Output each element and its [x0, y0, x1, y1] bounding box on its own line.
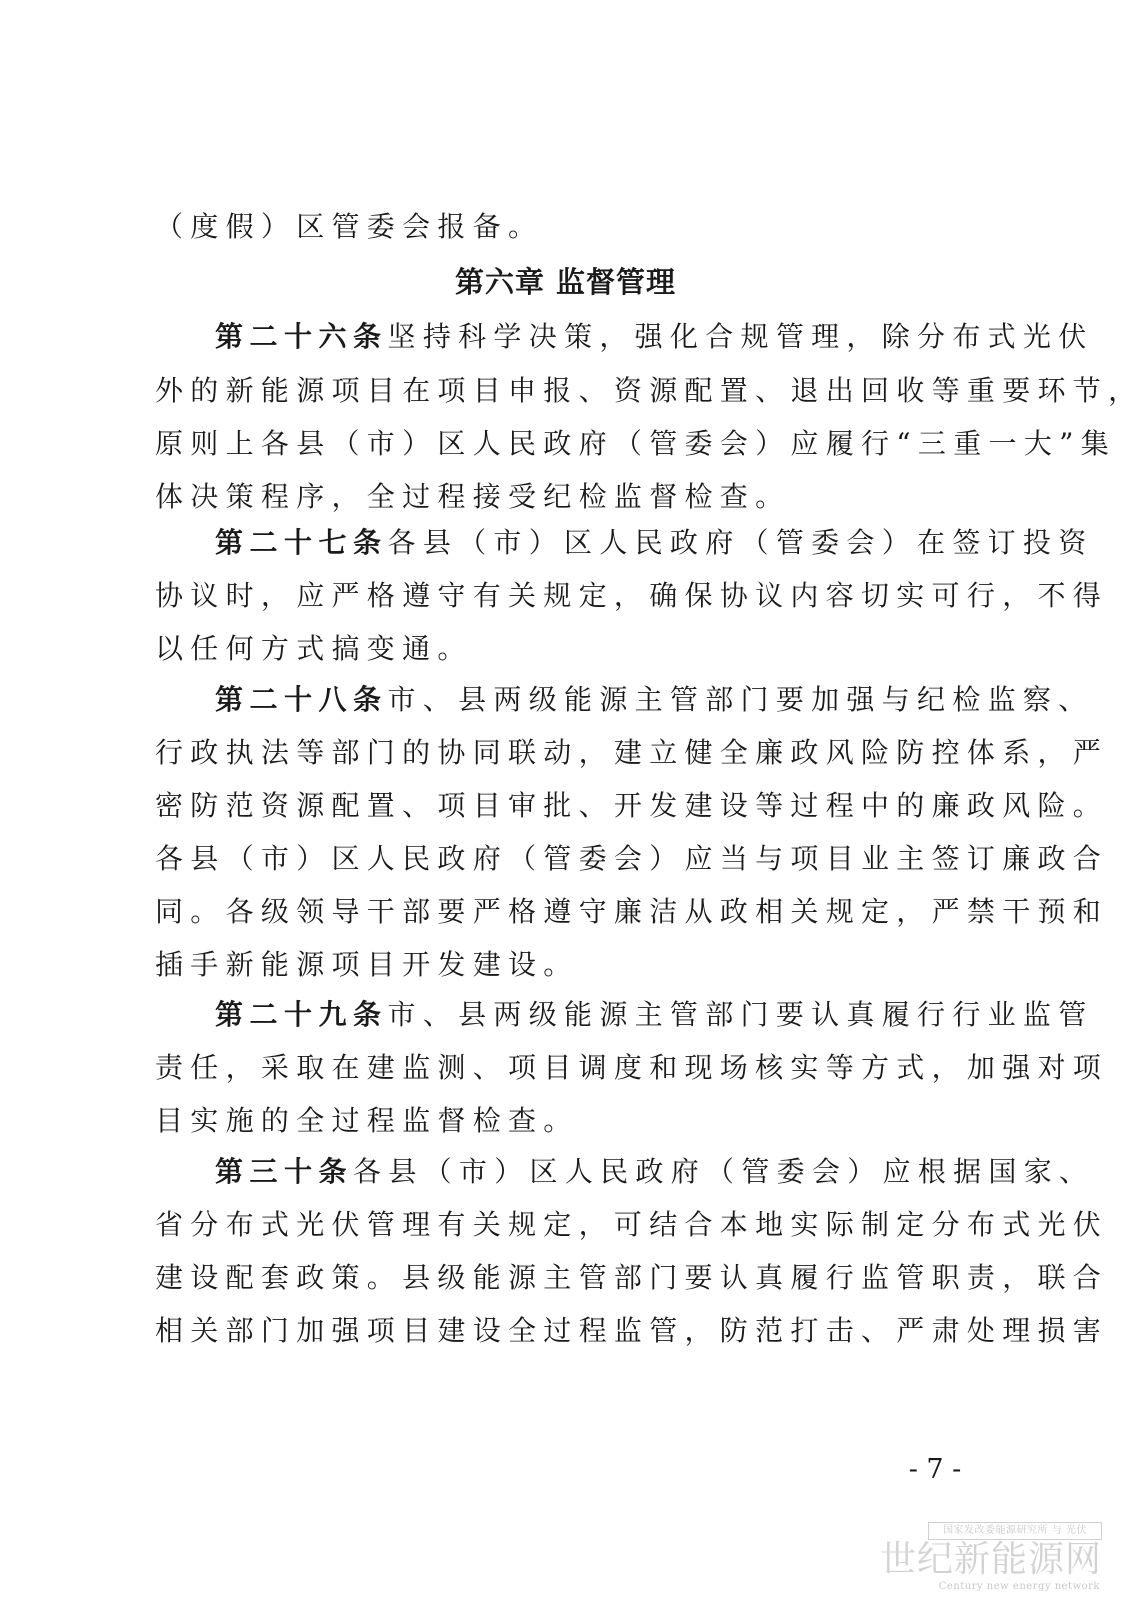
article-29-first-line: [215, 995, 1094, 1035]
article-29-label: 第二十九条: [215, 998, 388, 1031]
article-28-first-line: [215, 680, 1094, 720]
article-30-line-1: 各县（市）区人民政府（管委会）应根据国家、: [353, 1155, 1095, 1188]
article-30-label: 第三十条: [215, 1155, 354, 1188]
article-29-line-3: 目实施的全过程监督检查。: [155, 1104, 579, 1137]
article-27-line-2: 协议时，应严格遵守有关规定，确保协议内容切实可行，不得: [155, 579, 1109, 612]
article-28-line-6: 插手新能源项目开发建设。: [155, 948, 579, 981]
article-28-line-2: 行政执法等部门的协同联动，建立健全廉政风险防控体系，严: [155, 736, 1109, 769]
chapter-title: 第六章 监督管理: [454, 265, 677, 299]
article-29-line-2: 责任，采取在建监测、项目调度和现场核实等方式，加强对项: [155, 1051, 1109, 1084]
article-26-line-1: 坚持科学决策，强化合规管理，除分布式光伏: [387, 320, 1094, 353]
article-30-line-2: 省分布式光伏管理有关规定，可结合本地实际制定分布式光伏: [155, 1208, 1109, 1241]
article-29-line-1: 市、县两级能源主管部门要认真履行行业监管: [387, 998, 1094, 1031]
article-30-first-line: [215, 1152, 1095, 1192]
article-30-line-4: 相关部门加强项目建设全过程监管，防范打击、严肃处理损害: [155, 1314, 1109, 1347]
watermark-english-text: Century new energy network: [938, 1581, 1100, 1592]
article-27-line-3: 以任何方式搞变通。: [155, 632, 473, 665]
page-number: - 7 -: [908, 1454, 962, 1485]
article-26-first-line: [215, 317, 1094, 357]
article-28-line-1: 市、县两级能源主管部门要加强与纪检监察、: [387, 683, 1094, 716]
article-28-label: 第二十八条: [215, 683, 388, 716]
article-28-line-4: 各县（市）区人民政府（管委会）应当与项目业主签订廉政合: [155, 842, 1109, 875]
article-28-line-3: 密防范资源配置、项目审批、开发建设等过程中的廉政风险。: [155, 789, 1109, 822]
article-26-label: 第二十六条: [215, 320, 388, 353]
article-27-first-line: [215, 523, 1094, 563]
article-26-line-4: 体决策程序，全过程接受纪检监督检查。: [155, 480, 791, 513]
watermark-small-text: 国家发改委能源研究所 与 光伏: [928, 1522, 1102, 1540]
article-30-line-3: 建设配套政策。县级能源主管部门要认真履行监管职责，联合: [155, 1261, 1109, 1294]
watermark-logo: 世纪新能源网: [880, 1539, 1103, 1580]
article-28-line-5: 同。各级领导干部要严格遵守廉洁从政相关规定，严禁干预和: [155, 895, 1109, 928]
article-27-label: 第二十七条: [215, 526, 388, 559]
paragraph-continuation: （度假）区管委会报备。: [155, 210, 544, 243]
article-27-line-1: 各县（市）区人民政府（管委会）在签订投资: [387, 526, 1094, 559]
article-26-line-3: 原则上各县（市）区人民政府（管委会）应履行“三重一大”集: [155, 427, 1117, 460]
article-26-line-2: 外的新能源项目在项目申报、资源配置、退出回收等重要环节，: [155, 374, 1143, 407]
